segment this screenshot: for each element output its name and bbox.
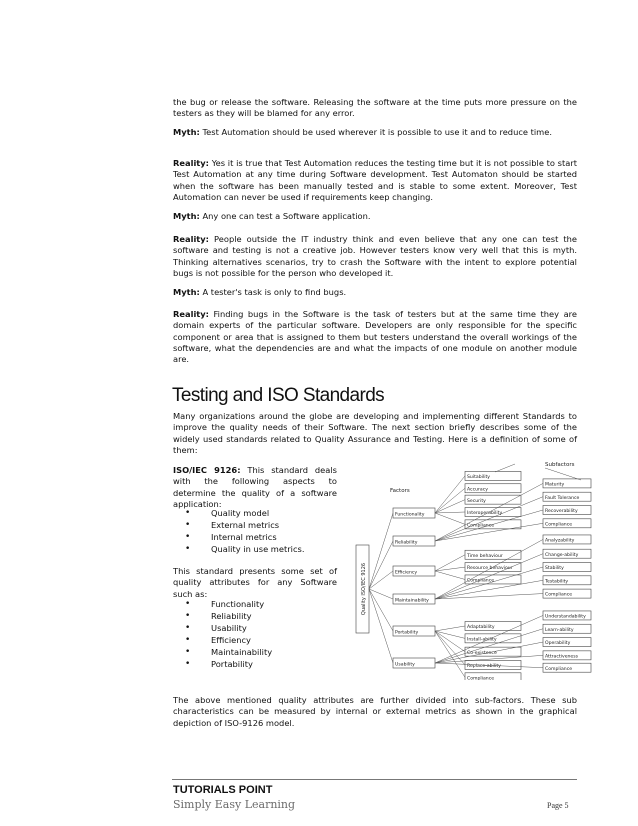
iso-definition bbox=[173, 465, 337, 510]
myth-label: Myth: bbox=[173, 211, 200, 221]
iso-9126-diagram bbox=[345, 458, 595, 680]
factor-functionality-label: Functionality bbox=[395, 512, 425, 518]
subfactor-maturity-label: Maturity bbox=[545, 482, 565, 488]
connector-line bbox=[435, 571, 465, 579]
subfactor-compliance-label: Compliance bbox=[545, 522, 573, 528]
list-item: • Internal metrics bbox=[173, 531, 305, 543]
connector-line bbox=[369, 513, 393, 589]
subfactor-time-behaviour-label: Time behaviour bbox=[467, 553, 503, 559]
connector-line bbox=[435, 513, 465, 524]
list-item: • Quality model bbox=[173, 507, 305, 519]
list-item: • Portability bbox=[173, 658, 272, 670]
connector-line bbox=[435, 626, 465, 631]
connector-line bbox=[435, 476, 465, 513]
subfactor-testability-label: Testability bbox=[545, 579, 569, 585]
connector-line bbox=[369, 589, 393, 631]
paragraph-text: Yes it is true that Test Automation reduces the testing time but it is not possible to start Test Automation at any time during Software development. Test Automaton should be started when the software has been manually tested and is stable to some extent. Moreover, Test Automation can never be used if requirements keep changing. bbox=[173, 158, 577, 202]
factor-reliability-label: Reliability bbox=[395, 540, 418, 546]
list-item: • Functionality bbox=[173, 598, 272, 610]
paragraph-myth-automation bbox=[173, 127, 577, 138]
factor-maintainability-label: Maintainability bbox=[395, 598, 429, 604]
subfactor-adaptability-label: Adaptability bbox=[467, 625, 495, 631]
subfactor-stability-label: Stability bbox=[545, 566, 564, 572]
list-item: • Maintainability bbox=[173, 646, 272, 658]
myth-label: Myth: bbox=[173, 127, 200, 137]
connector-line bbox=[369, 571, 393, 589]
factor-portability-label: Portability bbox=[395, 630, 419, 636]
paragraph-text: Test Automation should be used wherever it is possible to use it and to reduce time. bbox=[199, 127, 553, 137]
iso-label: ISO/IEC 9126: bbox=[173, 465, 241, 475]
subfactor-compliance-label: Compliance bbox=[545, 592, 573, 598]
footer-divider bbox=[172, 779, 577, 780]
paragraph-reality-automation bbox=[173, 158, 577, 203]
aspects-list bbox=[173, 507, 305, 555]
paragraph-text: Finding bugs in the Software is the task of testers but at the same time they are domain experts of the particular software. Developers are only responsible for the specific component or area that is assigned to them but testers understand the overall workings of the software, what the dependencies are and what the impacts of one module on another module are. bbox=[173, 309, 577, 365]
subfactor-operability-label: Operability bbox=[545, 641, 571, 647]
connector-line bbox=[435, 642, 543, 663]
subfactor-install-ability-label: Install-ability bbox=[467, 637, 497, 643]
closing-paragraph: The above mentioned quality attributes are further divided into sub-factors. These sub characteristics can be measured by internal or external metrics as shown in the graphical depiction of ISO-9126 model. bbox=[173, 695, 577, 728]
connector-line bbox=[435, 631, 465, 652]
list-item: • Efficiency bbox=[173, 634, 272, 646]
subfactor-fault-tolerance-label: Fault Tolerance bbox=[545, 495, 580, 501]
paragraph-text: A tester's task is only to find bugs. bbox=[199, 287, 347, 297]
subfactor-attractiveness-label: Attractiveness bbox=[545, 654, 579, 660]
connector-line bbox=[435, 567, 465, 571]
connector-line bbox=[435, 631, 465, 677]
attributes-intro: This standard presents some set of quality attributes for any Software such as: bbox=[173, 566, 337, 599]
list-item: • Quality in use metrics. bbox=[173, 543, 305, 555]
paragraph-reality-bugs bbox=[173, 309, 577, 365]
connector-line bbox=[369, 541, 393, 589]
section-heading: Testing and ISO Standards bbox=[172, 385, 385, 406]
connector-line bbox=[435, 555, 465, 571]
reality-label: Reality: bbox=[173, 309, 209, 319]
paragraph-text: the bug or release the software. Releasing the software at the time puts more pressure on the testers as they will be blamed for any error. bbox=[173, 97, 577, 119]
connector-line bbox=[545, 468, 581, 480]
list-item: • Reliability bbox=[173, 610, 272, 622]
connector-line bbox=[435, 631, 465, 638]
paragraph-reality-anyone bbox=[173, 234, 577, 279]
connector-line bbox=[435, 554, 543, 599]
connector-line bbox=[435, 488, 465, 513]
myth-label: Myth: bbox=[173, 287, 200, 297]
subfactor-replace-ability-label: Replace-ability bbox=[467, 664, 501, 670]
subfactor-co-existence-label: Co-existence bbox=[467, 650, 497, 656]
subfactor-security-label: Security bbox=[467, 498, 486, 504]
list-item: • External metrics bbox=[173, 519, 305, 531]
iso-text: This standard deals with the following aspects to determine the quality of a software application: bbox=[173, 465, 337, 509]
subfactor-suitability-label: Suitability bbox=[467, 475, 490, 480]
footer-tagline: Simply Easy Learning bbox=[173, 798, 296, 811]
reality-label: Reality: bbox=[173, 158, 209, 168]
reality-label: Reality: bbox=[173, 234, 209, 244]
paragraph-release bbox=[173, 97, 577, 120]
subfactor-learn-ability-label: Learn-ability bbox=[545, 627, 574, 633]
subfactor-change-ability-label: Change-ability bbox=[545, 552, 579, 558]
subfactor-compliance-label: Compliance bbox=[467, 578, 495, 584]
factor-usability-label: Usability bbox=[395, 662, 415, 668]
subfactor-interoperability-label: Interoperability bbox=[467, 511, 503, 517]
subfactor-understandability-label: Understandability bbox=[545, 614, 586, 620]
connector-line bbox=[369, 589, 393, 663]
page-number: Page 5 bbox=[547, 801, 569, 810]
paragraph-text: Any one can test a Software application. bbox=[199, 211, 371, 221]
paragraph-text: People outside the IT industry think and even believe that any one can test the software and testing is not a creative job. However testers know very well that this is myth. Thinking alternatives scenarios, try to crash the Software with the intent to explore potential bugs is not possible for the person who developed it. bbox=[173, 234, 577, 278]
subfactor-accuracy-label: Accuracy bbox=[467, 487, 488, 493]
connector-line bbox=[435, 539, 543, 599]
paragraph-myth-bugs bbox=[173, 287, 577, 298]
connector-line bbox=[369, 589, 393, 599]
connector-line bbox=[435, 500, 465, 513]
connector-line bbox=[435, 512, 465, 513]
subfactor-recoverability-label: Recoverability bbox=[545, 509, 578, 515]
subfactor-compliance-label: Compliance bbox=[467, 676, 495, 680]
factor-efficiency-label: Efficiency bbox=[395, 570, 418, 576]
connector-line bbox=[495, 464, 515, 472]
quality-vertical-label: Quality ISO/IEC 9126 bbox=[361, 562, 367, 616]
section-intro: Many organizations around the globe are developing and implementing different Standards to improve the quality needs of their Software. The next section briefly describes some of the widely used standards related to Quality Assurance and Testing. Here is a definition of some of them: bbox=[173, 411, 577, 455]
subfactors-label: Subfactors bbox=[545, 462, 575, 468]
subfactor-analyzability-label: Analyzability bbox=[545, 538, 575, 544]
subfactor-compliance-label: Compliance bbox=[545, 666, 573, 672]
subfactor-compliance-label: Compliance bbox=[467, 523, 495, 529]
factors-label: Factors bbox=[390, 488, 410, 494]
paragraph-myth-anyone bbox=[173, 211, 577, 222]
list-item: • Usability bbox=[173, 622, 272, 634]
footer-brand: TUTORIALS POINT bbox=[173, 784, 273, 796]
attributes-list bbox=[173, 598, 272, 670]
subfactor-resource-behaviour-label: Resource behaviour bbox=[467, 566, 513, 572]
